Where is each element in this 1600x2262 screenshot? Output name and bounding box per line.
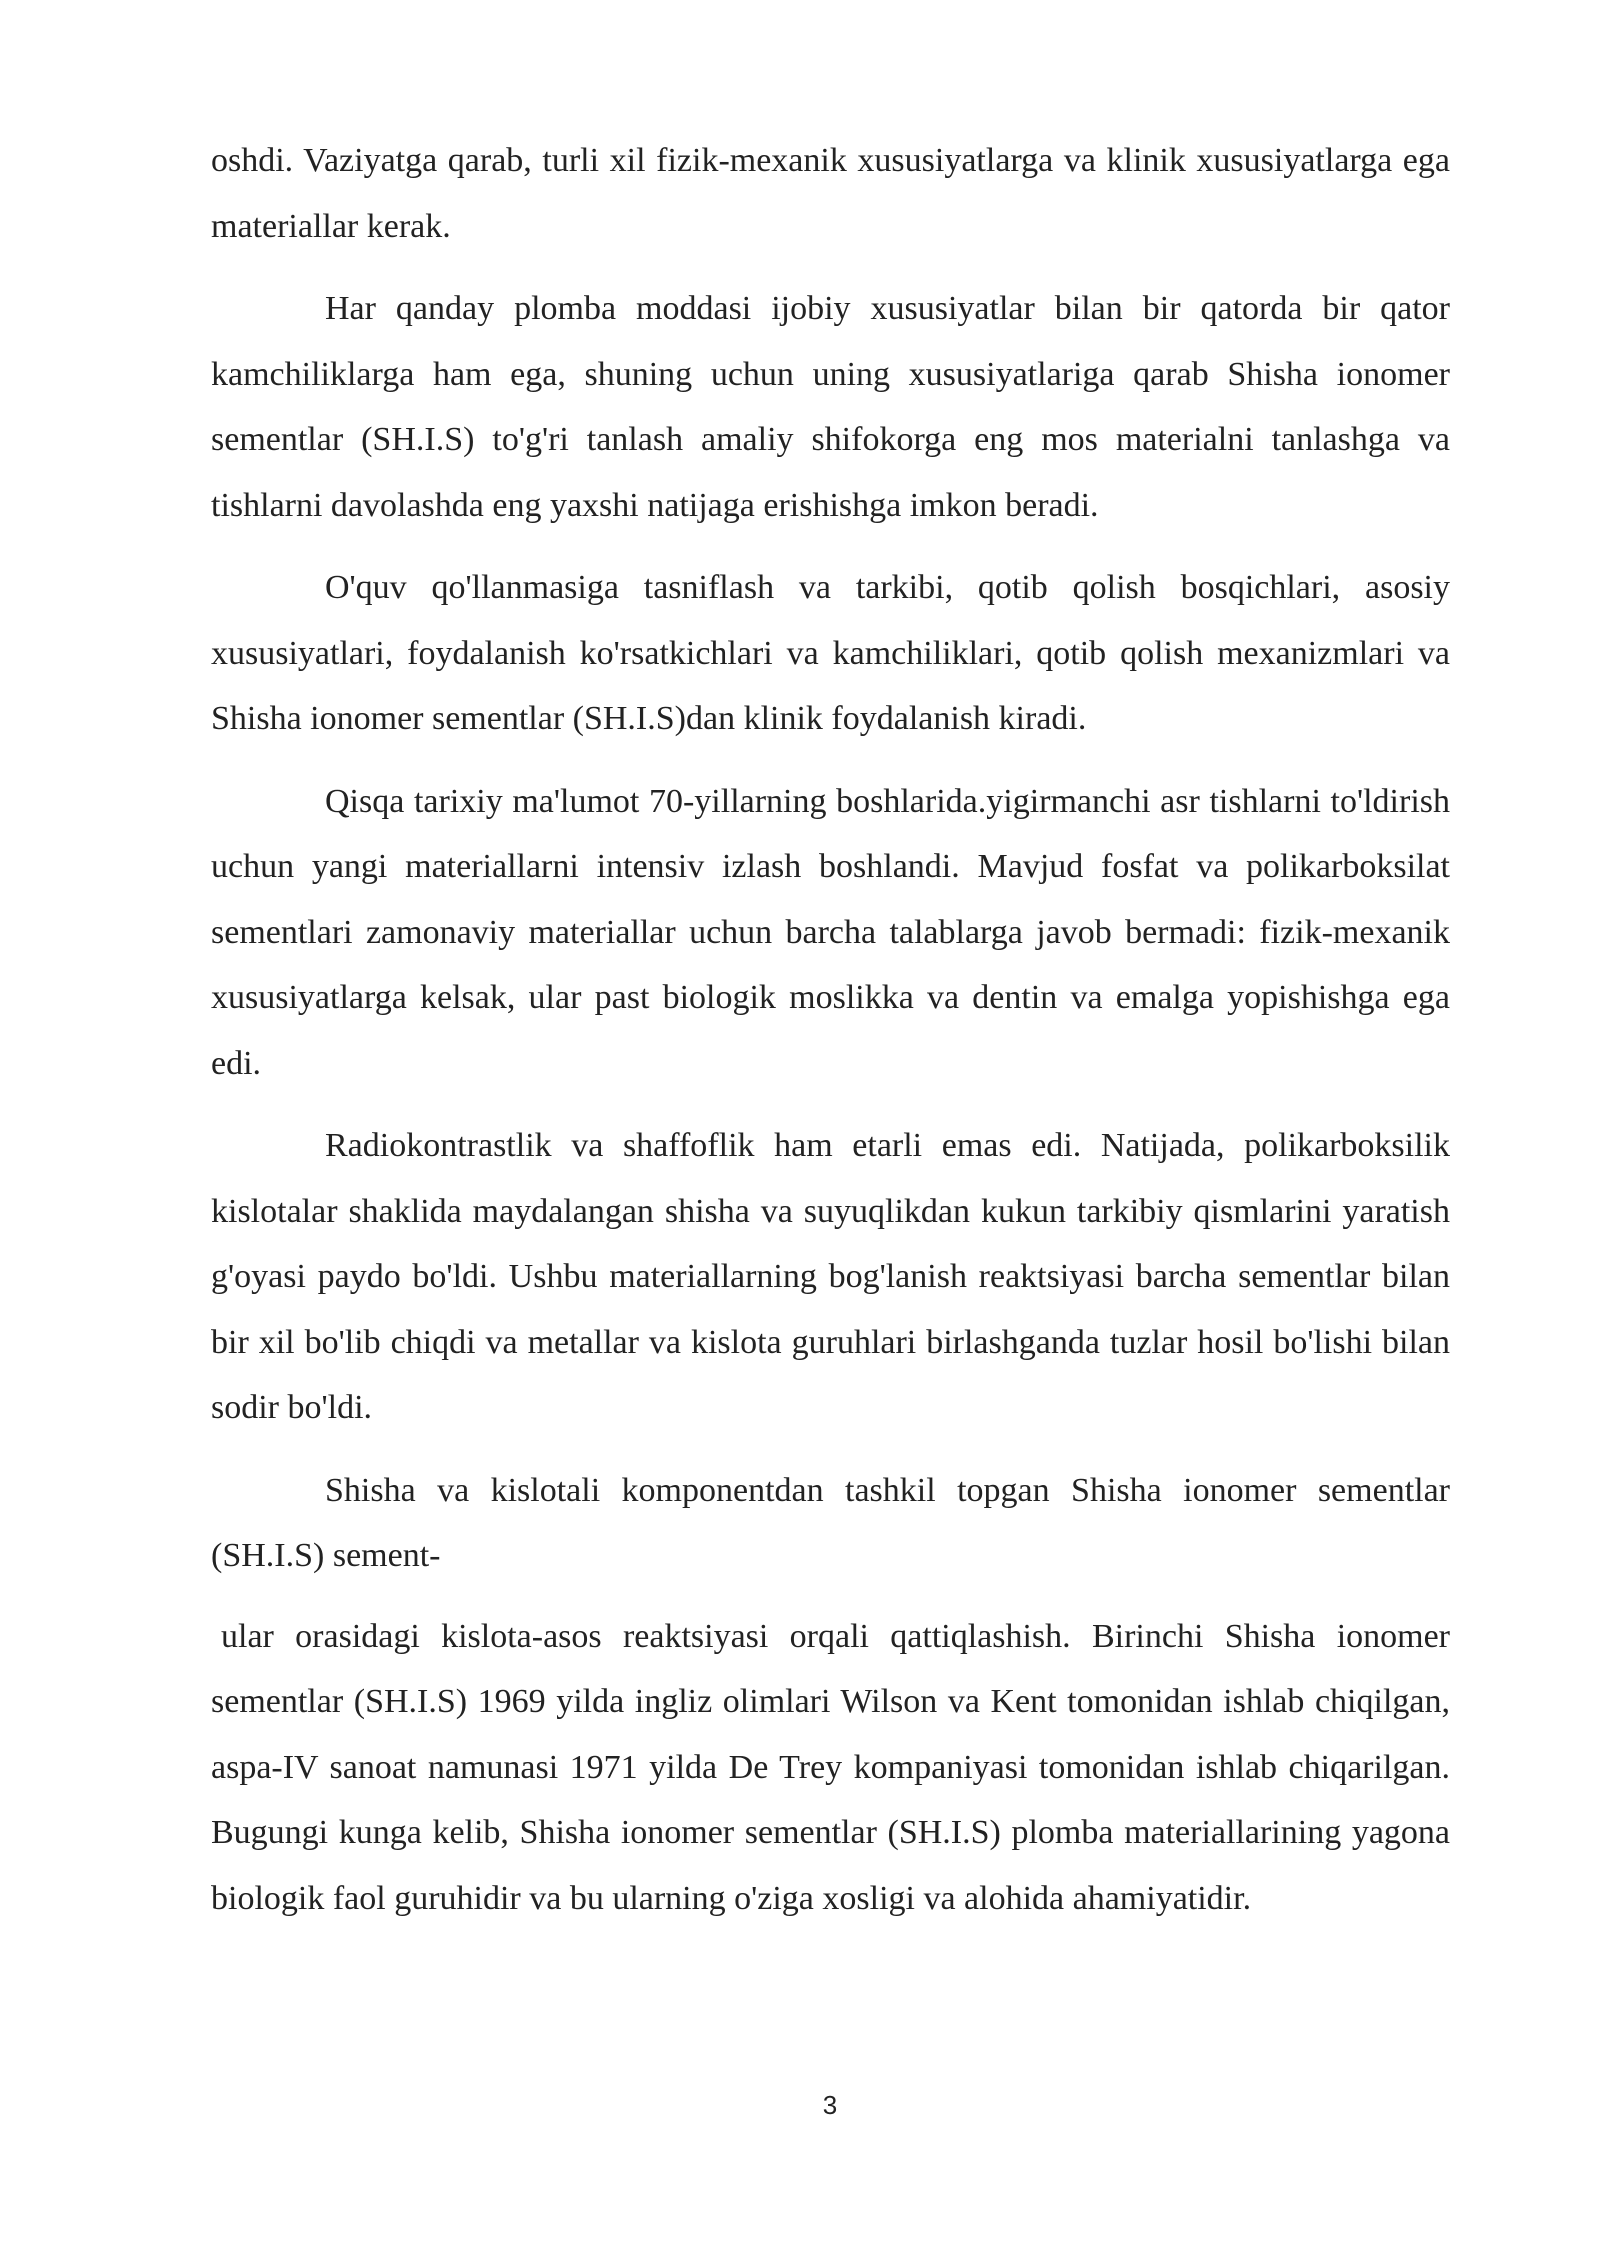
paragraph-3: O'quv qo'llanmasiga tasniflash va tarkibi, qotib qolish bosqichlari, asosiy xususiyatlari, foydalanish ko'rsatkichlari va kamchiliklari, qotib qolish mexanizmlari va Shisha ionomer sementlar (SH.I.S)dan klinik foydalanish kiradi. [211,569,1450,737]
paragraph-6: Shisha va kislotali komponentdan tashkil topgan Shisha ionomer sementlar (SH.I.S) sement- [211,1471,1450,1574]
page-number: 3 [822,2090,838,2120]
paragraph-5: Radiokontrastlik va shaffoflik ham etarli emas edi. Natijada, polikarboksilik kislotalar shaklida maydalangan shisha va suyuqlikdan kukun tarkibiy qismlarini yaratish g'oyasi paydo bo'ldi. Ushbu materiallarning bog'lanish reaktsiyasi barcha sementlar bilan bir xil bo'lib chiqdi va metallar va kislota guruhlari birlashganda tuzlar hosil bo'lishi bilan sodir bo'ldi. [211,1127,1450,1426]
paragraph-2: Har qanday plomba moddasi ijobiy xususiyatlar bilan bir qatorda bir qator kamchiliklarga ham ega, shuning uchun uning xususiyatlariga qarab Shisha ionomer sementlar (SH.I.S) to'g'ri tanlash amaliy shifokorga eng mos materialni tanlashga va tishlarni davolashda eng yaxshi natijaga erishishga imkon beradi. [211,290,1450,524]
body-text [211,128,1450,1948]
paragraph-1: oshdi. Vaziyatga qarab, turli xil fizik-mexanik xususiyatlarga va klinik xususiyatlarga ega materiallar kerak. [211,142,1450,245]
paragraph-7: ular orasidagi kislota-asos reaktsiyasi orqali qattiqlashish. Birinchi Shisha ionomer sementlar (SH.I.S) 1969 yilda ingliz olimlari Wilson va Kent tomonidan ishlab chiqilgan, aspa-IV sanoat namunasi 1971 yilda De Trey kompaniyasi tomonidan ishlab chiqarilgan. Bugungi kunga kelib, Shisha ionomer sementlar (SH.I.S) plomba materiallarining yagona biologik faol guruhidir va bu ularning o'ziga xosligi va alohida ahamiyatidir. [211,1617,1450,1917]
paragraph-4: Qisqa tarixiy ma'lumot 70-yillarning boshlarida.yigirmanchi asr tishlarni to'ldirish uchun yangi materiallarni intensiv izlash boshlandi. Mavjud fosfat va polikarboksilat sementlari zamonaviy materiallar uchun barcha talablarga javob bermadi: fizik-mexanik xususiyatlarga kelsak, ular past biologik moslikka va dentin va emalga yopishishga ega edi. [211,782,1450,1082]
